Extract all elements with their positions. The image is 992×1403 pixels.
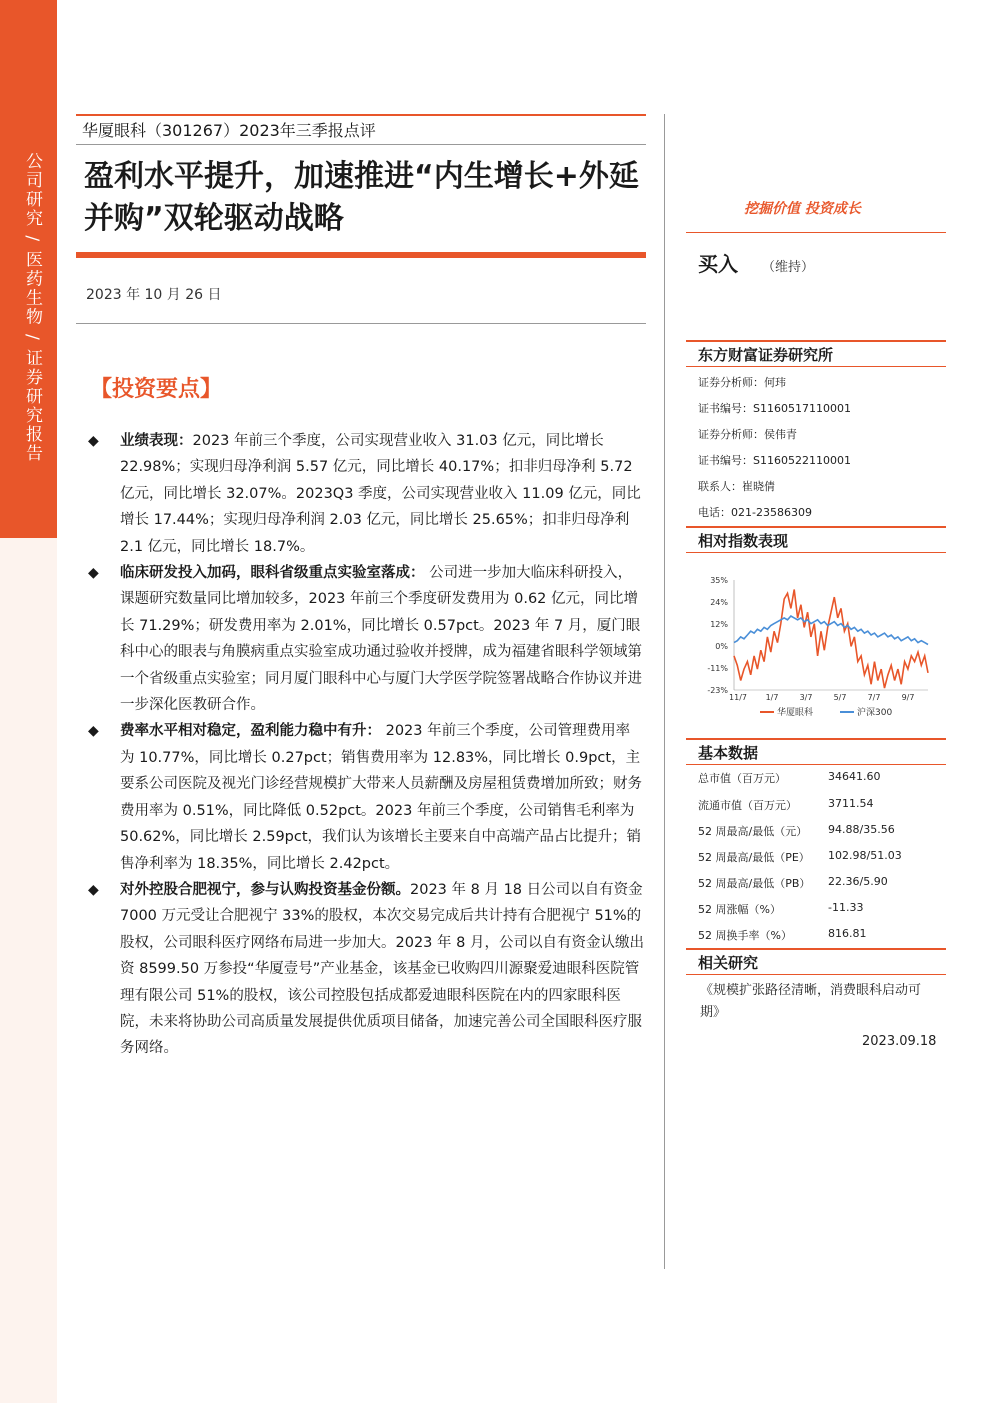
y-tick-label: 24% [710, 598, 728, 607]
basic-data-heading: 基本数据 [698, 744, 759, 762]
chart-heading: 相对指数表现 [698, 532, 789, 550]
title-bar [76, 252, 646, 258]
basic-label: 52 周涨幅（%） [698, 903, 781, 916]
y-tick-label: 35% [710, 576, 728, 585]
report-date: 2023 年 10 月 26 日 [86, 287, 222, 303]
bullet-text: 2023 年前三个季度，公司管理费用率为 10.77%，同比增长 0.27pct；销售费用率为 12.83%，同比增长 0.9pct，主要系公司医院及视光门诊经营规模扩大带来人员薪酬及房屋租赁费增加所致；财务费用率为 0.51%，同比降低 0.52pct。2023 年前三个季度，公司销售毛利率为 50.62%，同比增长 2.59pct，我们认为该增长主要来自中高端产品占比提升；销售净利率为 18.35%，同比增长 2.42pct。 [120, 723, 642, 872]
rating-note: （维持） [762, 260, 815, 275]
report-header: 华厦眼科（301267）2023年三季报点评 [82, 121, 376, 140]
analyst-line: 证书编号：S1160517110001 [698, 402, 851, 415]
x-tick-label: 5/7 [833, 693, 847, 702]
header-rule [76, 114, 646, 116]
institute-rule [686, 340, 946, 342]
related-rule [686, 948, 946, 950]
chart-rule [686, 526, 946, 528]
basic-value: 816.81 [828, 927, 867, 940]
bullet-text: 2023 年 8 月 18 日公司以自有资金 7000 万元受让合肥视宁 33%的股权，本次交易完成后共计持有合肥视宁 51%的股权，公司眼科医疗网络布局进一步加大。2023 年 8 月，公司以自有资金认缴出资 8599.50 万参投“华厦壹号”产业基金，该基金已收购四川源聚爱迪眼科医院管理有限公司 51%的股权，该公司控股包括成都爱迪眼科医院在内的四家眼科医院，未来将协助公司高质量发展提供优质项目储备，加速完善公司全国眼科医疗服务网络。 [120, 881, 644, 1057]
diamond-icon: ◆ [88, 723, 99, 740]
bullet-heading: 对外控股合肥视宁，参与认购投资基金份额。 [120, 881, 410, 898]
related-report-link[interactable]: 《规模扩张路径清晰，消费眼科启动可期》 [700, 983, 922, 1020]
header-divider [76, 144, 646, 145]
sidebar [0, 0, 57, 1403]
legend-label: 华厦眼科 [777, 708, 814, 718]
basic-value: 102.98/51.03 [828, 849, 902, 862]
section-title: 【投资要点】 [90, 377, 223, 402]
y-tick-label: 12% [710, 620, 728, 629]
bullet-item [88, 877, 644, 1062]
bullet-heading: 临床研发投入加码，眼科省级重点实验室落成： [120, 565, 425, 582]
relative-index-chart [690, 566, 940, 722]
related-report-date: 2023.09.18 [862, 1034, 937, 1049]
bullet-item [88, 428, 644, 560]
analyst-line: 电话：021-23586309 [698, 506, 812, 519]
bullet-text: 公司进一步加大临床科研投入，课题研究数量同比增加较多，2023 年前三个季度研发费用为 0.62 亿元，同比增长 71.29%；研发费用率为 2.01%，同比增长 0.57pct。2023 年 7 月，厦门眼科中心的眼表与角膜病重点实验室成功通过验收并授牌，成为福建省眼科学领域第一个省级重点实验室；同月厦门眼科中心与厦门大学医学院签署战略合作协议并进一步深化医教研合作。 [120, 565, 642, 714]
basic-label: 52 周最高/最低（PB） [698, 877, 811, 890]
y-tick-label: -23% [707, 686, 728, 695]
slogan: 挖掘价值 投资成长 [744, 201, 861, 217]
related-divider [686, 974, 946, 975]
x-tick-label: 11/7 [729, 693, 747, 702]
basic-value: 94.88/35.56 [828, 823, 895, 836]
institute-divider [686, 366, 946, 367]
column-divider [664, 114, 665, 1269]
bullet-item [88, 718, 644, 876]
basic-value: 22.36/5.90 [828, 875, 888, 888]
chart-divider [686, 552, 946, 553]
basic-label: 52 周最高/最低（元） [698, 825, 808, 838]
date-divider [76, 323, 646, 324]
institute-name: 东方财富证券研究所 [698, 346, 834, 364]
y-tick-label: 0% [715, 642, 728, 651]
related-heading: 相关研究 [698, 954, 759, 972]
page-title: 盈利水平提升，加速推进“内生增长+外延并购”双轮驱动战略 [84, 159, 639, 236]
bullet-text: 2023 年前三个季度，公司实现营业收入 31.03 亿元，同比增长 22.98%；实现归母净利润 5.57 亿元，同比增长 40.17%；扣非归母净利 5.72 亿元，同比增长 32.07%。2023Q3 季度，公司实现营业收入 11.09 亿元，同比增长 17.44%；实现归母净利润 2.03 亿元，同比增长 25.65%；扣非归母净利 2.1 亿元，同比增长 18.7%。 [120, 433, 641, 555]
diamond-icon: ◆ [88, 881, 99, 898]
analyst-line: 联系人：崔晓倩 [698, 480, 775, 493]
basic-label: 52 周最高/最低（PE） [698, 851, 810, 864]
analyst-line: 证券分析师：侯伟青 [698, 428, 797, 441]
basic-label: 总市值（百万元） [698, 772, 786, 785]
basic-rule [686, 738, 946, 740]
series-line-hs300 [734, 616, 928, 645]
rating-divider [686, 232, 946, 233]
basic-label: 52 周换手率（%） [698, 929, 792, 942]
rating: 买入 [698, 252, 738, 276]
x-tick-label: 7/7 [867, 693, 881, 702]
x-tick-label: 1/7 [765, 693, 779, 702]
basic-value: 3711.54 [828, 797, 874, 810]
legend-label: 沪深300 [857, 708, 893, 718]
x-tick-label: 3/7 [799, 693, 813, 702]
x-tick-label: 9/7 [901, 693, 915, 702]
bullet-heading: 费率水平相对稳定，盈利能力稳中有升： [120, 723, 381, 740]
basic-value: -11.33 [828, 901, 864, 914]
sidebar-category: 公司研究 / 医药生物 / 证券研究报告 [22, 152, 42, 464]
diamond-icon: ◆ [88, 433, 99, 449]
bullet-heading: 业绩表现： [120, 433, 193, 449]
y-tick-label: -11% [707, 664, 728, 673]
bullet-list [88, 428, 644, 1062]
sidebar-band [0, 0, 57, 538]
bullet-item [88, 560, 644, 718]
basic-label: 流通市值（百万元） [698, 799, 797, 812]
basic-value: 34641.60 [828, 770, 881, 783]
diamond-icon: ◆ [88, 565, 99, 582]
analyst-line: 证券分析师：何玮 [698, 376, 786, 389]
basic-divider [686, 764, 946, 765]
analyst-line: 证书编号：S1160522110001 [698, 454, 851, 467]
